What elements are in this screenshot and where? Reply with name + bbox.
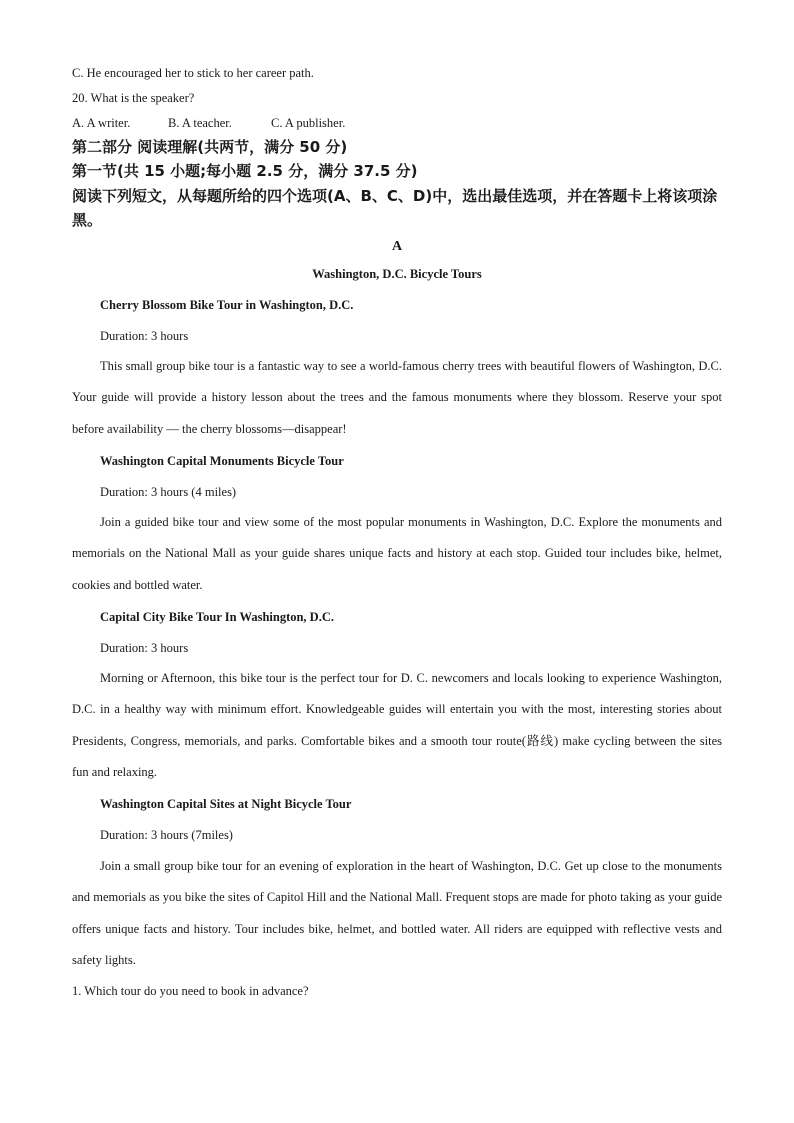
- question-1: 1. Which tour do you need to book in advance?: [72, 984, 309, 998]
- q20-options: [72, 115, 345, 131]
- tour-description: This small group bike tour is a fantastic way to see a world-famous cherry trees with beautiful flowers of Washington, D.C. Your guide will provide a history lesson about the trees and the famous monuments where they blossom. Reserve your spot before availability — the cherry blossoms—disappear!: [72, 359, 722, 436]
- tour-description: Join a guided bike tour and view some of the most popular monuments in Washington, D.C. Explore the monuments and memorials on the National Mall as your guide shares unique facts and history at each stop. Guided tour includes bike, helmet, cookies and bottled water.: [72, 515, 722, 592]
- tour-title: Capital City Bike Tour In Washington, D.C.: [100, 610, 334, 624]
- tour-duration: Duration: 3 hours (4 miles): [100, 485, 237, 499]
- part2-title: 第二部分 阅读理解(共两节，满分 50 分): [72, 138, 348, 156]
- q20-option-b: B. A teacher.: [168, 116, 232, 130]
- q20-option-a: A. A writer.: [72, 116, 131, 130]
- passage-letter: A: [391, 239, 403, 254]
- tour-duration: Duration: 3 hours: [100, 641, 189, 655]
- tour-description: Join a small group bike tour for an evening of exploration in the heart of Washington, D.C. Get up close to the monuments and memorials as you bike the sites of Capitol Hill and the National Mall. Frequent stops are made for photo taking as your guide offers unique facts and history. Tour includes bike, helmet, and bottled water. All riders are equipped with reflective vests and safety lights.: [72, 859, 722, 967]
- passage-title: Washington, D.C. Bicycle Tours: [312, 267, 482, 281]
- q20-option-c: C. A publisher.: [271, 116, 346, 130]
- tour-duration: Duration: 3 hours (7miles): [100, 828, 233, 842]
- tour-description: Morning or Afternoon, this bike tour is the perfect tour for D. C. newcomers and locals looking to experience Washington, D.C. in a healthy way with minimum effort. Knowledgeable guides will entertain you with the most, interesting stories about Presidents, Congress, memorials, and parks. Comfortable bikes and a smooth tour route(路线) make cycling between the sites fun and relaxing.: [72, 671, 722, 779]
- tour-duration: Duration: 3 hours: [100, 329, 189, 343]
- section1-title: 第一节(共 15 小题;每小题 2.5 分，满分 37.5 分): [72, 162, 418, 180]
- tour-title: Washington Capital Monuments Bicycle Tour: [100, 454, 344, 468]
- reading-instruction: 阅读下列短文，从每题所给的四个选项(A、B、C、D)中，选出最佳选项，并在答题卡上将该项涂黑。: [72, 187, 718, 229]
- q19-option-c: C. He encouraged her to stick to her career path.: [72, 66, 314, 80]
- tour-title: Washington Capital Sites at Night Bicycle Tour: [100, 797, 352, 811]
- q20-question: 20. What is the speaker?: [72, 91, 195, 105]
- tour-title: Cherry Blossom Bike Tour in Washington, D.C.: [100, 298, 354, 312]
